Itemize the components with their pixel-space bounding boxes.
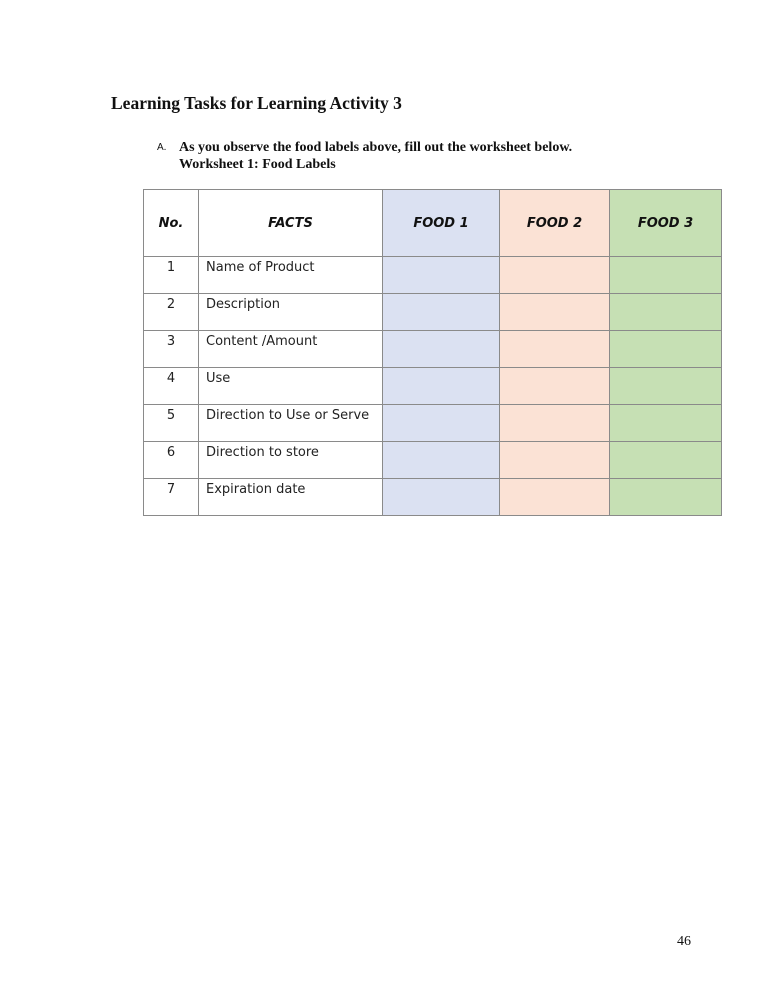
instruction-block [157, 139, 572, 173]
food-3-cell[interactable] [610, 331, 722, 368]
row-number: 4 [144, 368, 199, 405]
food-3-cell[interactable] [610, 442, 722, 479]
row-fact: Name of Product [199, 257, 383, 294]
worksheet-title: Worksheet 1: Food Labels [179, 157, 336, 172]
row-number: 1 [144, 257, 199, 294]
row-fact: Description [199, 294, 383, 331]
food-2-cell[interactable] [500, 479, 610, 516]
header-food-3: FOOD 3 [610, 190, 722, 257]
food-2-cell[interactable] [500, 442, 610, 479]
food-2-cell[interactable] [500, 257, 610, 294]
food-2-cell[interactable] [500, 368, 610, 405]
food-1-cell[interactable] [383, 405, 500, 442]
instruction-marker: A. [157, 142, 167, 153]
food-1-cell[interactable] [383, 257, 500, 294]
food-2-cell[interactable] [500, 405, 610, 442]
row-number: 2 [144, 294, 199, 331]
table-row [144, 442, 722, 479]
instruction-line: As you observe the food labels above, fill out the worksheet below. [179, 140, 573, 155]
row-fact: Content /Amount [199, 331, 383, 368]
table-row [144, 368, 722, 405]
food-3-cell[interactable] [610, 257, 722, 294]
row-fact: Use [199, 368, 383, 405]
row-number: 3 [144, 331, 199, 368]
instruction-text [179, 139, 572, 173]
food-1-cell[interactable] [383, 442, 500, 479]
food-3-cell[interactable] [610, 405, 722, 442]
food-2-cell[interactable] [500, 331, 610, 368]
page-number: 46 [677, 934, 691, 949]
row-fact: Direction to Use or Serve [199, 405, 383, 442]
food-1-cell[interactable] [383, 479, 500, 516]
food-3-cell[interactable] [610, 294, 722, 331]
table-row [144, 479, 722, 516]
row-number: 6 [144, 442, 199, 479]
table-row [144, 294, 722, 331]
row-fact: Direction to store [199, 442, 383, 479]
table-row [144, 331, 722, 368]
food-3-cell[interactable] [610, 479, 722, 516]
food-1-cell[interactable] [383, 368, 500, 405]
worksheet-table [143, 189, 722, 516]
food-2-cell[interactable] [500, 294, 610, 331]
table-header-row [144, 190, 722, 257]
page-heading: Learning Tasks for Learning Activity 3 [111, 93, 402, 113]
header-food-2: FOOD 2 [500, 190, 610, 257]
header-no: No. [144, 190, 199, 257]
food-1-cell[interactable] [383, 331, 500, 368]
food-1-cell[interactable] [383, 294, 500, 331]
row-number: 7 [144, 479, 199, 516]
food-3-cell[interactable] [610, 368, 722, 405]
table-row [144, 257, 722, 294]
row-fact: Expiration date [199, 479, 383, 516]
table-row [144, 405, 722, 442]
header-facts: FACTS [199, 190, 383, 257]
header-food-1: FOOD 1 [383, 190, 500, 257]
row-number: 5 [144, 405, 199, 442]
